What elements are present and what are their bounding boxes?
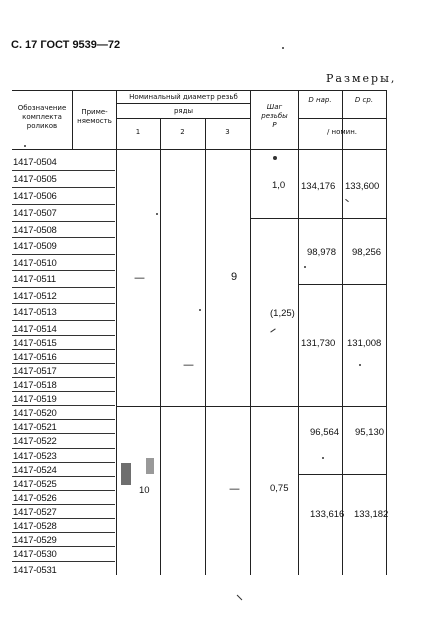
- col-nominal: / номин.: [326, 128, 358, 136]
- group2-dsr-2: 133,182: [354, 509, 389, 520]
- table-row-code: 1417-0516: [13, 352, 57, 363]
- table-row-code: 1417-0522: [13, 436, 57, 447]
- table-row-code: 1417-0509: [13, 241, 57, 252]
- table-row-code: 1417-0525: [13, 479, 57, 490]
- group2-dnar-2: 133,616: [310, 509, 345, 520]
- table-row-code: 1417-0531: [13, 565, 57, 576]
- stamp-mark: [146, 458, 154, 474]
- group1-row2-value: —: [183, 358, 194, 371]
- table-row-code: 1417-0508: [13, 225, 57, 236]
- table-row-code: 1417-0514: [13, 324, 57, 335]
- col-d-nar: D нар.: [308, 96, 332, 104]
- table-row-code: 1417-0518: [13, 380, 57, 391]
- table-row-code: 1417-0524: [13, 465, 57, 476]
- group1-dnar-2: 98,978: [307, 247, 337, 258]
- group1-dsr-3: 131,008: [347, 338, 382, 349]
- table-row-code: 1417-0512: [13, 291, 57, 302]
- table-row-code: 1417-0521: [13, 422, 57, 433]
- group2-row1-value: 10: [139, 485, 150, 496]
- table-row-code: 1417-0517: [13, 366, 57, 377]
- col-d-sr: D ср.: [354, 96, 374, 104]
- group2-dsr-1: 95,130: [355, 427, 385, 438]
- table-row-code: 1417-0505: [13, 174, 57, 185]
- col-applicability: Приме- няемость: [77, 108, 112, 125]
- stamp-mark: [121, 463, 131, 485]
- table-row-code: 1417-0520: [13, 408, 57, 419]
- group2-row3-value: —: [229, 482, 240, 495]
- row-number-3: 3: [225, 128, 230, 136]
- table-row-code: 1417-0507: [13, 208, 57, 219]
- row-number-2: 2: [180, 128, 185, 136]
- col-pitch: Шаг резьбы P: [261, 103, 288, 129]
- group1-dsr-1: 133,600: [345, 181, 380, 192]
- group2-pitch: 0,75: [270, 483, 289, 494]
- table-row-code: 1417-0528: [13, 521, 57, 532]
- table-row-code: 1417-0511: [13, 274, 56, 285]
- group1-dnar-1: 134,176: [301, 181, 336, 192]
- table-row-code: 1417-0523: [13, 451, 57, 462]
- group1-dsr-2: 98,256: [352, 247, 382, 258]
- table-row-code: 1417-0519: [13, 394, 57, 405]
- col-designation: Обозначение комплекта роликов: [17, 104, 67, 130]
- group1-pitch-b: (1,25): [270, 308, 295, 319]
- col-nominal-diameter: Номинальный диаметр резьб: [129, 93, 238, 101]
- table-row-code: 1417-0510: [13, 258, 57, 269]
- table-row-code: 1417-0527: [13, 507, 57, 518]
- group1-pitch-a: 1,0: [272, 180, 286, 191]
- group1-dnar-3: 131,730: [301, 338, 336, 349]
- row-number-1: 1: [135, 128, 141, 136]
- table-row-code: 1417-0529: [13, 535, 57, 546]
- table-row-code: 1417-0506: [13, 191, 57, 202]
- table-row-code: 1417-0513: [13, 307, 57, 318]
- group1-row3-value: 9: [231, 271, 238, 283]
- group1-row1-value: —: [134, 271, 145, 284]
- table-row-code: 1417-0515: [13, 338, 57, 349]
- table-row-code: 1417-0526: [13, 493, 57, 504]
- table-row-code: 1417-0530: [13, 549, 57, 560]
- units-title: Размеры,: [326, 72, 397, 85]
- col-rows: ряды: [173, 107, 194, 115]
- table-row-code: 1417-0504: [13, 157, 57, 168]
- page-header: С. 17 ГОСТ 9539—72: [11, 39, 121, 51]
- group2-dnar-1: 96,564: [310, 427, 340, 438]
